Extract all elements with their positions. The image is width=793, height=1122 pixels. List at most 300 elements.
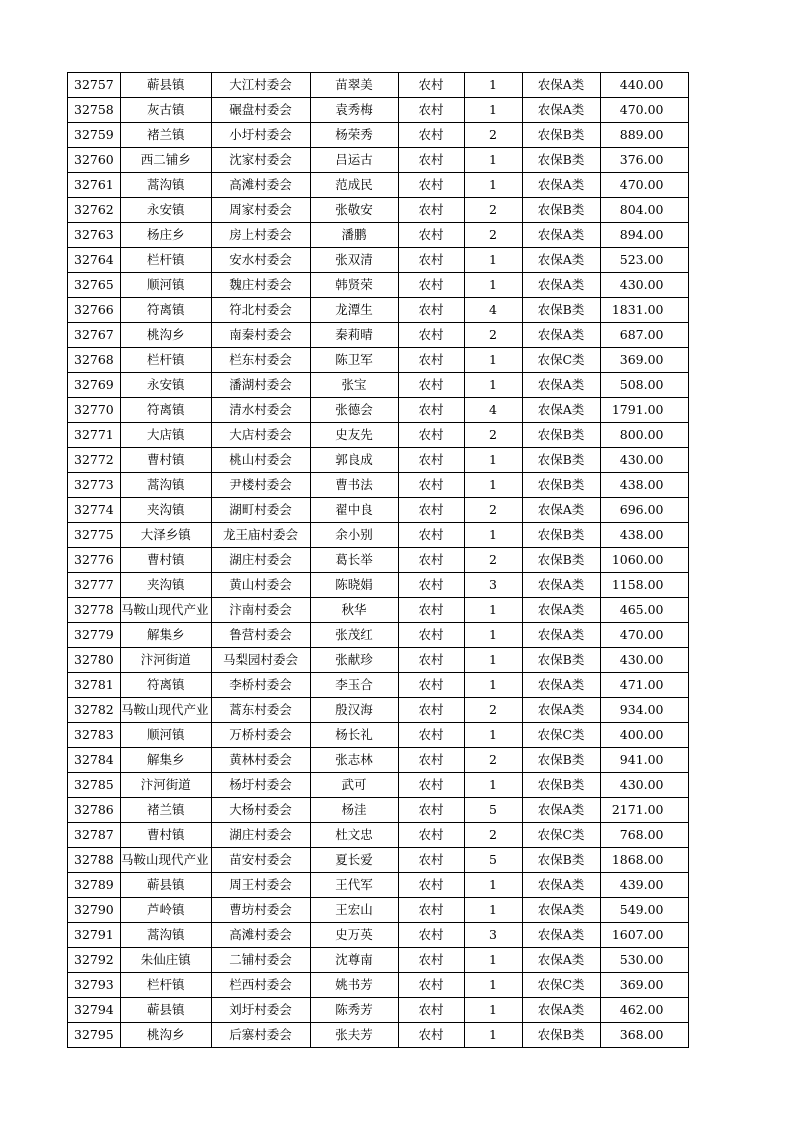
- village-cell: 黄山村委会: [211, 573, 310, 598]
- record-id-cell: 32762: [68, 198, 121, 223]
- town-cell: 蕲县镇: [121, 73, 212, 98]
- category-cell: 农保A类: [522, 173, 600, 198]
- category-cell: 农保B类: [522, 448, 600, 473]
- person-name-cell: 张德会: [310, 398, 398, 423]
- category-cell: 农保A类: [522, 273, 600, 298]
- household-count-cell: 1: [464, 373, 522, 398]
- table-row: [68, 298, 689, 323]
- amount-cell: 800.00: [600, 423, 688, 448]
- table-row: [68, 223, 689, 248]
- amount-cell: 1868.00: [600, 848, 688, 873]
- category-cell: 农保A类: [522, 898, 600, 923]
- household-count-cell: 2: [464, 323, 522, 348]
- area-type-cell: 农村: [398, 998, 464, 1023]
- table-row: [68, 773, 689, 798]
- record-id-cell: 32792: [68, 948, 121, 973]
- area-type-cell: 农村: [398, 473, 464, 498]
- town-cell: 栏杆镇: [121, 973, 212, 998]
- area-type-cell: 农村: [398, 298, 464, 323]
- category-cell: 农保A类: [522, 998, 600, 1023]
- village-cell: 周王村委会: [211, 873, 310, 898]
- area-type-cell: 农村: [398, 223, 464, 248]
- village-cell: 万桥村委会: [211, 723, 310, 748]
- table-row: [68, 323, 689, 348]
- town-cell: 解集乡: [121, 748, 212, 773]
- area-type-cell: 农村: [398, 723, 464, 748]
- household-count-cell: 2: [464, 548, 522, 573]
- category-cell: 农保B类: [522, 473, 600, 498]
- household-count-cell: 1: [464, 973, 522, 998]
- area-type-cell: 农村: [398, 423, 464, 448]
- area-type-cell: 农村: [398, 748, 464, 773]
- village-cell: 汴南村委会: [211, 598, 310, 623]
- area-type-cell: 农村: [398, 648, 464, 673]
- area-type-cell: 农村: [398, 623, 464, 648]
- table-row: [68, 1023, 689, 1048]
- person-name-cell: 夏长爱: [310, 848, 398, 873]
- town-cell: 解集乡: [121, 623, 212, 648]
- area-type-cell: 农村: [398, 73, 464, 98]
- household-count-cell: 1: [464, 873, 522, 898]
- village-cell: 清水村委会: [211, 398, 310, 423]
- area-type-cell: 农村: [398, 973, 464, 998]
- amount-cell: 549.00: [600, 898, 688, 923]
- area-type-cell: 农村: [398, 873, 464, 898]
- record-id-cell: 32766: [68, 298, 121, 323]
- town-cell: 蒿沟镇: [121, 173, 212, 198]
- record-id-cell: 32776: [68, 548, 121, 573]
- person-name-cell: 陈卫军: [310, 348, 398, 373]
- household-count-cell: 1: [464, 348, 522, 373]
- amount-cell: 530.00: [600, 948, 688, 973]
- amount-cell: 889.00: [600, 123, 688, 148]
- area-type-cell: 农村: [398, 948, 464, 973]
- table-row: [68, 573, 689, 598]
- area-type-cell: 农村: [398, 848, 464, 873]
- amount-cell: 470.00: [600, 623, 688, 648]
- table-row: [68, 273, 689, 298]
- record-id-cell: 32773: [68, 473, 121, 498]
- area-type-cell: 农村: [398, 198, 464, 223]
- category-cell: 农保B类: [522, 1023, 600, 1048]
- household-count-cell: 1: [464, 773, 522, 798]
- record-id-cell: 32772: [68, 448, 121, 473]
- village-cell: 黄林村委会: [211, 748, 310, 773]
- person-name-cell: 史万英: [310, 923, 398, 948]
- record-id-cell: 32783: [68, 723, 121, 748]
- town-cell: 马鞍山现代产业: [121, 598, 212, 623]
- category-cell: 农保C类: [522, 973, 600, 998]
- town-cell: 朱仙庄镇: [121, 948, 212, 973]
- person-name-cell: 范成民: [310, 173, 398, 198]
- record-id-cell: 32780: [68, 648, 121, 673]
- record-id-cell: 32761: [68, 173, 121, 198]
- amount-cell: 440.00: [600, 73, 688, 98]
- table-row: [68, 998, 689, 1023]
- area-type-cell: 农村: [398, 673, 464, 698]
- amount-cell: 1791.00: [600, 398, 688, 423]
- table-row: [68, 923, 689, 948]
- person-name-cell: 韩贤荣: [310, 273, 398, 298]
- person-name-cell: 王宏山: [310, 898, 398, 923]
- table-row: [68, 698, 689, 723]
- area-type-cell: 农村: [398, 148, 464, 173]
- category-cell: 农保C类: [522, 823, 600, 848]
- household-count-cell: 2: [464, 123, 522, 148]
- record-id-cell: 32795: [68, 1023, 121, 1048]
- town-cell: 曹村镇: [121, 548, 212, 573]
- town-cell: 杨庄乡: [121, 223, 212, 248]
- area-type-cell: 农村: [398, 348, 464, 373]
- village-cell: 鲁营村委会: [211, 623, 310, 648]
- person-name-cell: 曹书法: [310, 473, 398, 498]
- village-cell: 栏西村委会: [211, 973, 310, 998]
- village-cell: 曹坊村委会: [211, 898, 310, 923]
- household-count-cell: 1: [464, 148, 522, 173]
- area-type-cell: 农村: [398, 573, 464, 598]
- amount-cell: 804.00: [600, 198, 688, 223]
- table-row: [68, 448, 689, 473]
- record-id-cell: 32774: [68, 498, 121, 523]
- village-cell: 李桥村委会: [211, 673, 310, 698]
- table-row: [68, 198, 689, 223]
- category-cell: 农保A类: [522, 498, 600, 523]
- category-cell: 农保B类: [522, 548, 600, 573]
- area-type-cell: 农村: [398, 248, 464, 273]
- record-id-cell: 32777: [68, 573, 121, 598]
- household-count-cell: 1: [464, 98, 522, 123]
- village-cell: 安水村委会: [211, 248, 310, 273]
- village-cell: 湖庄村委会: [211, 823, 310, 848]
- record-id-cell: 32778: [68, 598, 121, 623]
- village-cell: 高滩村委会: [211, 923, 310, 948]
- household-count-cell: 1: [464, 723, 522, 748]
- person-name-cell: 秦莉晴: [310, 323, 398, 348]
- person-name-cell: 袁秀梅: [310, 98, 398, 123]
- person-name-cell: 李玉合: [310, 673, 398, 698]
- record-id-cell: 32784: [68, 748, 121, 773]
- person-name-cell: 武可: [310, 773, 398, 798]
- person-name-cell: 张献珍: [310, 648, 398, 673]
- record-id-cell: 32764: [68, 248, 121, 273]
- village-cell: 二铺村委会: [211, 948, 310, 973]
- person-name-cell: 秋华: [310, 598, 398, 623]
- person-name-cell: 沈尊南: [310, 948, 398, 973]
- town-cell: 大泽乡镇: [121, 523, 212, 548]
- table-row: [68, 673, 689, 698]
- town-cell: 马鞍山现代产业: [121, 698, 212, 723]
- person-name-cell: 郭良成: [310, 448, 398, 473]
- amount-cell: 430.00: [600, 273, 688, 298]
- amount-cell: 768.00: [600, 823, 688, 848]
- town-cell: 蕲县镇: [121, 998, 212, 1023]
- town-cell: 褚兰镇: [121, 123, 212, 148]
- category-cell: 农保B类: [522, 648, 600, 673]
- village-cell: 周家村委会: [211, 198, 310, 223]
- person-name-cell: 杨荣秀: [310, 123, 398, 148]
- record-id-cell: 32775: [68, 523, 121, 548]
- town-cell: 桃沟乡: [121, 1023, 212, 1048]
- area-type-cell: 农村: [398, 773, 464, 798]
- record-id-cell: 32760: [68, 148, 121, 173]
- town-cell: 芦岭镇: [121, 898, 212, 923]
- town-cell: 顺河镇: [121, 723, 212, 748]
- village-cell: 栏东村委会: [211, 348, 310, 373]
- town-cell: 西二铺乡: [121, 148, 212, 173]
- village-cell: 房上村委会: [211, 223, 310, 248]
- table-row: [68, 373, 689, 398]
- record-id-cell: 32771: [68, 423, 121, 448]
- village-cell: 大杨村委会: [211, 798, 310, 823]
- person-name-cell: 张茂红: [310, 623, 398, 648]
- category-cell: 农保A类: [522, 698, 600, 723]
- village-cell: 沈家村委会: [211, 148, 310, 173]
- category-cell: 农保B类: [522, 848, 600, 873]
- table-row: [68, 523, 689, 548]
- area-type-cell: 农村: [398, 273, 464, 298]
- area-type-cell: 农村: [398, 598, 464, 623]
- record-id-cell: 32785: [68, 773, 121, 798]
- household-count-cell: 5: [464, 798, 522, 823]
- amount-cell: 1158.00: [600, 573, 688, 598]
- village-cell: 符北村委会: [211, 298, 310, 323]
- household-count-cell: 4: [464, 398, 522, 423]
- town-cell: 汴河街道: [121, 648, 212, 673]
- person-name-cell: 张志林: [310, 748, 398, 773]
- town-cell: 永安镇: [121, 198, 212, 223]
- amount-cell: 376.00: [600, 148, 688, 173]
- amount-cell: 471.00: [600, 673, 688, 698]
- area-type-cell: 农村: [398, 448, 464, 473]
- table-row: [68, 648, 689, 673]
- town-cell: 桃沟乡: [121, 323, 212, 348]
- category-cell: 农保B类: [522, 123, 600, 148]
- village-cell: 魏庄村委会: [211, 273, 310, 298]
- town-cell: 符离镇: [121, 673, 212, 698]
- table-body: [68, 73, 689, 1048]
- amount-cell: 369.00: [600, 973, 688, 998]
- table-row: [68, 798, 689, 823]
- person-name-cell: 龙潭生: [310, 298, 398, 323]
- amount-cell: 430.00: [600, 448, 688, 473]
- table-row: [68, 898, 689, 923]
- area-type-cell: 农村: [398, 173, 464, 198]
- record-id-cell: 32763: [68, 223, 121, 248]
- amount-cell: 369.00: [600, 348, 688, 373]
- category-cell: 农保A类: [522, 223, 600, 248]
- household-count-cell: 2: [464, 423, 522, 448]
- person-name-cell: 史友先: [310, 423, 398, 448]
- category-cell: 农保B类: [522, 523, 600, 548]
- table-row: [68, 498, 689, 523]
- category-cell: 农保A类: [522, 948, 600, 973]
- village-cell: 湖町村委会: [211, 498, 310, 523]
- table-row: [68, 823, 689, 848]
- person-name-cell: 潘鹏: [310, 223, 398, 248]
- household-count-cell: 2: [464, 198, 522, 223]
- area-type-cell: 农村: [398, 923, 464, 948]
- table-row: [68, 348, 689, 373]
- record-id-cell: 32791: [68, 923, 121, 948]
- amount-cell: 1060.00: [600, 548, 688, 573]
- category-cell: 农保A类: [522, 798, 600, 823]
- town-cell: 符离镇: [121, 398, 212, 423]
- category-cell: 农保B类: [522, 748, 600, 773]
- town-cell: 栏杆镇: [121, 348, 212, 373]
- table-row: [68, 123, 689, 148]
- record-id-cell: 32787: [68, 823, 121, 848]
- category-cell: 农保C类: [522, 348, 600, 373]
- town-cell: 永安镇: [121, 373, 212, 398]
- village-cell: 湖庄村委会: [211, 548, 310, 573]
- village-cell: 大店村委会: [211, 423, 310, 448]
- area-type-cell: 农村: [398, 323, 464, 348]
- amount-cell: 523.00: [600, 248, 688, 273]
- village-cell: 潘湖村委会: [211, 373, 310, 398]
- village-cell: 小圩村委会: [211, 123, 310, 148]
- amount-cell: 687.00: [600, 323, 688, 348]
- town-cell: 灰古镇: [121, 98, 212, 123]
- record-id-cell: 32779: [68, 623, 121, 648]
- town-cell: 符离镇: [121, 298, 212, 323]
- village-cell: 高滩村委会: [211, 173, 310, 198]
- person-name-cell: 张双清: [310, 248, 398, 273]
- person-name-cell: 翟中良: [310, 498, 398, 523]
- household-count-cell: 1: [464, 998, 522, 1023]
- allowance-table: [67, 72, 689, 1048]
- category-cell: 农保A类: [522, 373, 600, 398]
- town-cell: 蒿沟镇: [121, 923, 212, 948]
- record-id-cell: 32789: [68, 873, 121, 898]
- household-count-cell: 3: [464, 923, 522, 948]
- person-name-cell: 王代军: [310, 873, 398, 898]
- household-count-cell: 1: [464, 598, 522, 623]
- household-count-cell: 5: [464, 848, 522, 873]
- person-name-cell: 杜文忠: [310, 823, 398, 848]
- category-cell: 农保A类: [522, 248, 600, 273]
- amount-cell: 368.00: [600, 1023, 688, 1048]
- table-row: [68, 623, 689, 648]
- area-type-cell: 农村: [398, 1023, 464, 1048]
- town-cell: 曹村镇: [121, 823, 212, 848]
- category-cell: 农保A类: [522, 98, 600, 123]
- record-id-cell: 32767: [68, 323, 121, 348]
- record-id-cell: 32757: [68, 73, 121, 98]
- household-count-cell: 2: [464, 698, 522, 723]
- town-cell: 汴河街道: [121, 773, 212, 798]
- record-id-cell: 32786: [68, 798, 121, 823]
- category-cell: 农保B类: [522, 298, 600, 323]
- amount-cell: 1607.00: [600, 923, 688, 948]
- record-id-cell: 32793: [68, 973, 121, 998]
- village-cell: 杨圩村委会: [211, 773, 310, 798]
- household-count-cell: 1: [464, 648, 522, 673]
- town-cell: 夹沟镇: [121, 573, 212, 598]
- area-type-cell: 农村: [398, 798, 464, 823]
- village-cell: 龙王庙村委会: [211, 523, 310, 548]
- household-count-cell: 1: [464, 898, 522, 923]
- village-cell: 桃山村委会: [211, 448, 310, 473]
- person-name-cell: 杨长礼: [310, 723, 398, 748]
- category-cell: 农保C类: [522, 723, 600, 748]
- record-id-cell: 32781: [68, 673, 121, 698]
- category-cell: 农保A类: [522, 873, 600, 898]
- household-count-cell: 2: [464, 748, 522, 773]
- table-row: [68, 873, 689, 898]
- amount-cell: 470.00: [600, 173, 688, 198]
- record-id-cell: 32769: [68, 373, 121, 398]
- household-count-cell: 2: [464, 498, 522, 523]
- table-row: [68, 473, 689, 498]
- category-cell: 农保B类: [522, 148, 600, 173]
- category-cell: 农保B类: [522, 198, 600, 223]
- amount-cell: 438.00: [600, 473, 688, 498]
- table-row: [68, 848, 689, 873]
- category-cell: 农保A类: [522, 323, 600, 348]
- category-cell: 农保A类: [522, 73, 600, 98]
- town-cell: 蕲县镇: [121, 873, 212, 898]
- town-cell: 曹村镇: [121, 448, 212, 473]
- village-cell: 南秦村委会: [211, 323, 310, 348]
- table-row: [68, 548, 689, 573]
- person-name-cell: 陈秀芳: [310, 998, 398, 1023]
- household-count-cell: 1: [464, 623, 522, 648]
- household-count-cell: 1: [464, 1023, 522, 1048]
- area-type-cell: 农村: [398, 823, 464, 848]
- area-type-cell: 农村: [398, 398, 464, 423]
- person-name-cell: 苗翠美: [310, 73, 398, 98]
- record-id-cell: 32759: [68, 123, 121, 148]
- area-type-cell: 农村: [398, 698, 464, 723]
- area-type-cell: 农村: [398, 548, 464, 573]
- amount-cell: 894.00: [600, 223, 688, 248]
- table-row: [68, 98, 689, 123]
- table-row: [68, 723, 689, 748]
- amount-cell: 439.00: [600, 873, 688, 898]
- amount-cell: 462.00: [600, 998, 688, 1023]
- person-name-cell: 余小别: [310, 523, 398, 548]
- person-name-cell: 张敬安: [310, 198, 398, 223]
- person-name-cell: 葛长举: [310, 548, 398, 573]
- area-type-cell: 农村: [398, 898, 464, 923]
- amount-cell: 438.00: [600, 523, 688, 548]
- household-count-cell: 1: [464, 448, 522, 473]
- town-cell: 顺河镇: [121, 273, 212, 298]
- village-cell: 后寨村委会: [211, 1023, 310, 1048]
- amount-cell: 430.00: [600, 648, 688, 673]
- amount-cell: 2171.00: [600, 798, 688, 823]
- record-id-cell: 32794: [68, 998, 121, 1023]
- amount-cell: 941.00: [600, 748, 688, 773]
- household-count-cell: 2: [464, 223, 522, 248]
- town-cell: 马鞍山现代产业: [121, 848, 212, 873]
- household-count-cell: 1: [464, 473, 522, 498]
- record-id-cell: 32765: [68, 273, 121, 298]
- category-cell: 农保A类: [522, 598, 600, 623]
- area-type-cell: 农村: [398, 98, 464, 123]
- table-row: [68, 173, 689, 198]
- person-name-cell: 张夫芳: [310, 1023, 398, 1048]
- household-count-cell: 1: [464, 273, 522, 298]
- village-cell: 马梨园村委会: [211, 648, 310, 673]
- town-cell: 褚兰镇: [121, 798, 212, 823]
- amount-cell: 470.00: [600, 98, 688, 123]
- amount-cell: 508.00: [600, 373, 688, 398]
- category-cell: 农保A类: [522, 573, 600, 598]
- record-id-cell: 32770: [68, 398, 121, 423]
- town-cell: 蒿沟镇: [121, 473, 212, 498]
- household-count-cell: 1: [464, 73, 522, 98]
